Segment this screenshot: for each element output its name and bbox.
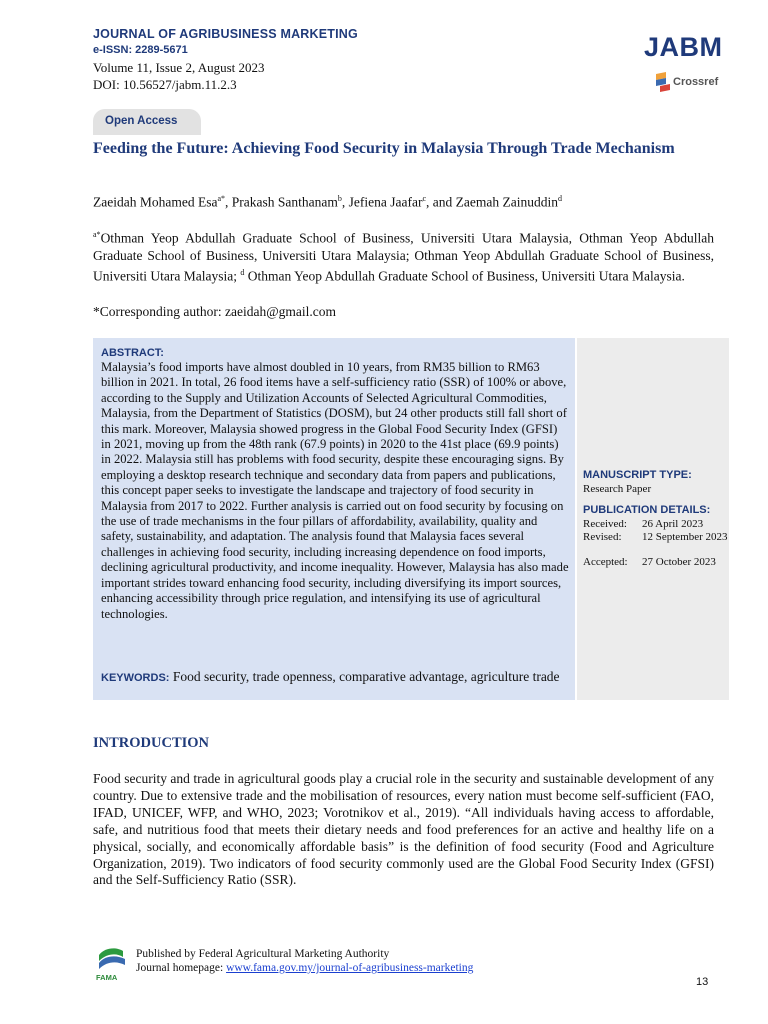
issn: e-ISSN: 2289-5671 xyxy=(93,44,188,56)
author-list xyxy=(93,194,562,211)
author-superscript: d xyxy=(557,194,562,203)
fama-logo-text: FAMA xyxy=(96,973,118,982)
author-superscript: c xyxy=(422,194,427,203)
author-name: , Prakash Santhanam xyxy=(225,194,338,210)
revised-label: Revised: xyxy=(583,530,622,543)
manuscript-type-value: Research Paper xyxy=(583,483,652,495)
affiliation-text: Othman Yeop Abdullah Graduate School of Business, Universiti Utara Malaysia. xyxy=(244,268,685,283)
keywords-label: KEYWORDS: xyxy=(101,672,170,684)
abstract-label: ABSTRACT: xyxy=(101,347,164,359)
publication-details-label: PUBLICATION DETAILS: xyxy=(583,504,711,516)
affiliation-superscript: a* xyxy=(93,230,101,239)
author-superscript: a* xyxy=(217,194,226,203)
open-access-label: Open Access xyxy=(105,115,178,127)
page-number: 13 xyxy=(696,976,709,988)
fama-logo-icon xyxy=(95,945,128,973)
journal-homepage xyxy=(136,962,473,974)
received-date: 26 April 2023 xyxy=(642,518,704,530)
manuscript-type-label: MANUSCRIPT TYPE: xyxy=(583,469,692,481)
volume-info: Volume 11, Issue 2, August 2023 xyxy=(93,60,265,75)
keywords xyxy=(101,668,561,687)
introduction-paragraph: Food security and trade in agricultural goods play a crucial role in the security and sustainable development of any country. Due to extensive trade and the mobilisation of resources, every nation must become self-sufficient (FAO, IFAD, UNICEF, WFP, and WHO, 2023; Vorotnikov et al., 2019). “All individuals having access to affordable, safe, and nutritious food that meets their dietary needs and food preferences for an active and healthy life on a physical, socially, and economically affordable basis” is the definition of food security (Food and Agriculture Organization, 2019). Two indicators of food security commonly used are the Global Food Security Index (GFSI) and the Self-Sufficiency Ratio (SSR). xyxy=(93,771,714,888)
doi: DOI: 10.56527/jabm.11.2.3 xyxy=(93,77,237,92)
crossref-badge[interactable] xyxy=(656,72,726,94)
paper-title: Feeding the Future: Achieving Food Security in Malaysia Through Trade Mechanism xyxy=(93,140,675,157)
received-label: Received: xyxy=(583,518,627,530)
affiliation-text: Othman Yeop Abdullah Graduate School of Business, Universiti Utara Malaysia, Othman Yeop Abdullah Graduate School of Business, Universiti Utara Malaysia; Othman Yeop Abdullah Graduate School of Business, Universiti Utara Malaysia; xyxy=(93,230,714,283)
accepted-label: Accepted: xyxy=(583,555,628,568)
abstract-text: Malaysia’s food imports have almost doubled in 10 years, from RM35 billion to RM63 billion in 2021. In total, 26 food items have a self-sufficiency ratio (SSR) of 100% or above, according to the Supply and Utilization Accounts of Selected Agricultural Commodities, Malaysia, from the Department of Statistics (DOSM), but 24 other products still fall short of this mark. Moreover, Malaysia showed progress in the Global Food Security Index (GFSI) in 2021, moving up from the 48th rank (67.9 points) in 2020 to the 41st place (69.9 points) in 2022. Malaysia still has problems with food security, despite these encouraging signs. By employing a desktop research technique and secondary data from papers and publications, this concept paper seeks to investigate the landscape and trajectory of food security in Malaysia from 2017 to 2022. Further analysis is carried out on food security by focusing on the use of trade mechanisms in the four pillars of affordability, availability, quality and safety, sustainability, and adaptation. The analysis found that Malaysia faces several challenges in achieving food security, including increasing dependence on food imports, declining agricultural productivity, and income inequality. However, Malaysia has also made important strides toward enhancing food security, including diversifying its import sources, enhancing accessibility through price regulation, and intensifying its use of agricultural technologies. xyxy=(101,360,569,621)
introduction-heading: INTRODUCTION xyxy=(93,735,210,751)
homepage-link[interactable]: www.fama.gov.my/journal-of-agribusiness-marketing xyxy=(226,962,474,974)
publisher-line: Published by Federal Agricultural Marketing Authority xyxy=(136,948,390,960)
corresponding-author: *Corresponding author: zaeidah@gmail.com xyxy=(93,304,336,319)
author-name: Zaeidah Mohamed Esa xyxy=(93,194,218,210)
accepted-date: 27 October 2023 xyxy=(642,555,716,568)
affiliations xyxy=(93,226,714,284)
affiliation-superscript: d xyxy=(240,267,245,277)
jabm-logo: JABM xyxy=(644,32,723,62)
keywords-text: Food security, trade openness, comparative advantage, agriculture trade xyxy=(169,669,560,684)
author-name: , and Zaemah Zainuddin xyxy=(426,194,558,210)
crossref-icon xyxy=(656,72,670,92)
crossref-label: Crossref xyxy=(673,76,719,88)
author-superscript: b xyxy=(337,194,342,203)
author-name: , Jefiena Jaafar xyxy=(341,194,423,210)
revised-date: 12 September 2023 xyxy=(642,530,728,543)
homepage-label: Journal homepage: xyxy=(136,962,227,974)
open-access-tab xyxy=(93,109,201,135)
journal-name: JOURNAL OF AGRIBUSINESS MARKETING xyxy=(93,27,358,41)
